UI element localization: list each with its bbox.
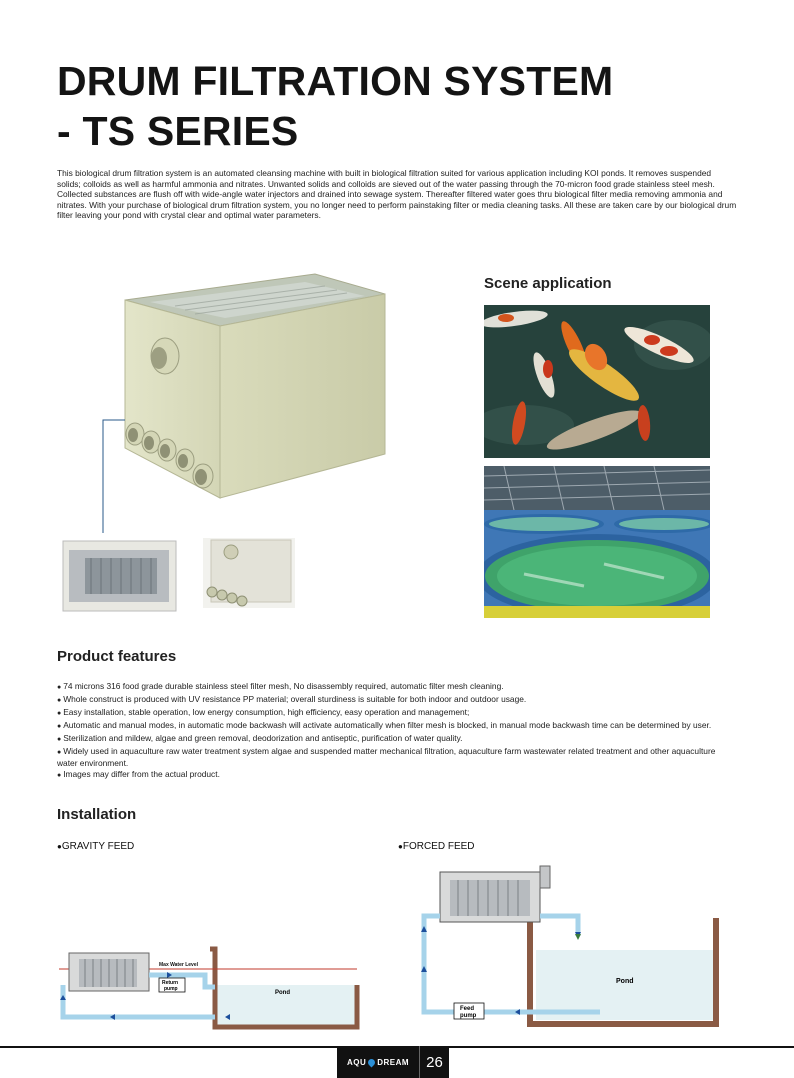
feature-item: ● Widely used in aquaculture raw water treatment system algae and suspended matter mechanical filtration, aquaculture farm wastewater related treatment and other aquaculture water environment.	[57, 746, 737, 770]
brand-logo-right: DREAM	[377, 1057, 410, 1067]
title-line-2: - TS SERIES	[57, 108, 299, 154]
drum-filter-illustration	[55, 268, 400, 613]
installation-heading: Installation	[57, 806, 137, 823]
return-pump-label-line2: pump	[164, 986, 178, 992]
feature-item: ● Images may differ from the actual product.	[57, 769, 737, 782]
brand-logo	[337, 1046, 419, 1078]
forced-pond-label: Pond	[616, 978, 634, 985]
max-water-level-label: Max Water Level	[159, 962, 198, 968]
feed-pump-label-line1: Feed	[460, 1006, 475, 1012]
title-line-1: DRUM FILTRATION SYSTEM	[57, 58, 614, 104]
gravity-pond-label: Pond	[275, 990, 290, 996]
gravity-feed-label: ● GRAVITY FEED	[57, 841, 134, 852]
forced-feed-label: ● FORCED FEED	[398, 841, 475, 852]
return-pump-label-line1: Return	[162, 980, 179, 986]
page-number: 26	[419, 1046, 449, 1078]
water-drop-icon	[367, 1057, 377, 1067]
forced-feed-diagram	[410, 862, 730, 1034]
gravity-feed-diagram	[55, 945, 365, 1035]
aquaculture-tanks-photo	[484, 466, 710, 618]
brand-logo-left: AQU	[346, 1057, 367, 1067]
koi-pond-photo	[484, 305, 710, 458]
feature-item: ● 74 microns 316 food grade durable stainless steel filter mesh, No disassembly required, automatic filter mesh cleaning.	[57, 681, 737, 694]
features-list	[57, 681, 737, 782]
intro-paragraph: This biological drum filtration system is an automated cleansing machine with built in biological filtration suited for various application including KOI ponds. It removes suspended solids; colloids as well as harmful ammonia and nitrates. Unwanted solids and colloids are sieved out of the water passing through the 70-micron food grade stainless steel mesh. Collected substances are flush off with wide-angle water injectors and drained into sewage system. Thereafter filtered water goes thru biological filter media removing ammonia and nitrates. With your purchase of biological drum filtration system, you no longer need to perform painstaking filter or media cleaning tasks. All these are taken care by our biological drum filter leaving your pond with crystal clear and optimal water parameters.	[57, 168, 737, 221]
feature-item: ● Easy installation, stable operation, low energy consumption, high efficiency, easy operation and management;	[57, 707, 737, 720]
feature-item: ● Sterilization and mildew, algae and green removal, deodorization and antiseptic, purification of water quality.	[57, 733, 737, 746]
feed-pump-label-line2: pump	[460, 1013, 477, 1019]
feature-item: ● Whole construct is produced with UV resistance PP material; overall sturdiness is suitable for both indoor and outdoor usage.	[57, 694, 737, 707]
product-features-heading: Product features	[57, 648, 177, 665]
page-title	[57, 56, 613, 156]
scene-application-heading: Scene application	[484, 275, 612, 292]
feature-item: ● Automatic and manual modes, in automatic mode backwash will activate automatically when filter mesh is blocked, in manual mode backwash time can be determined by user.	[57, 720, 737, 733]
